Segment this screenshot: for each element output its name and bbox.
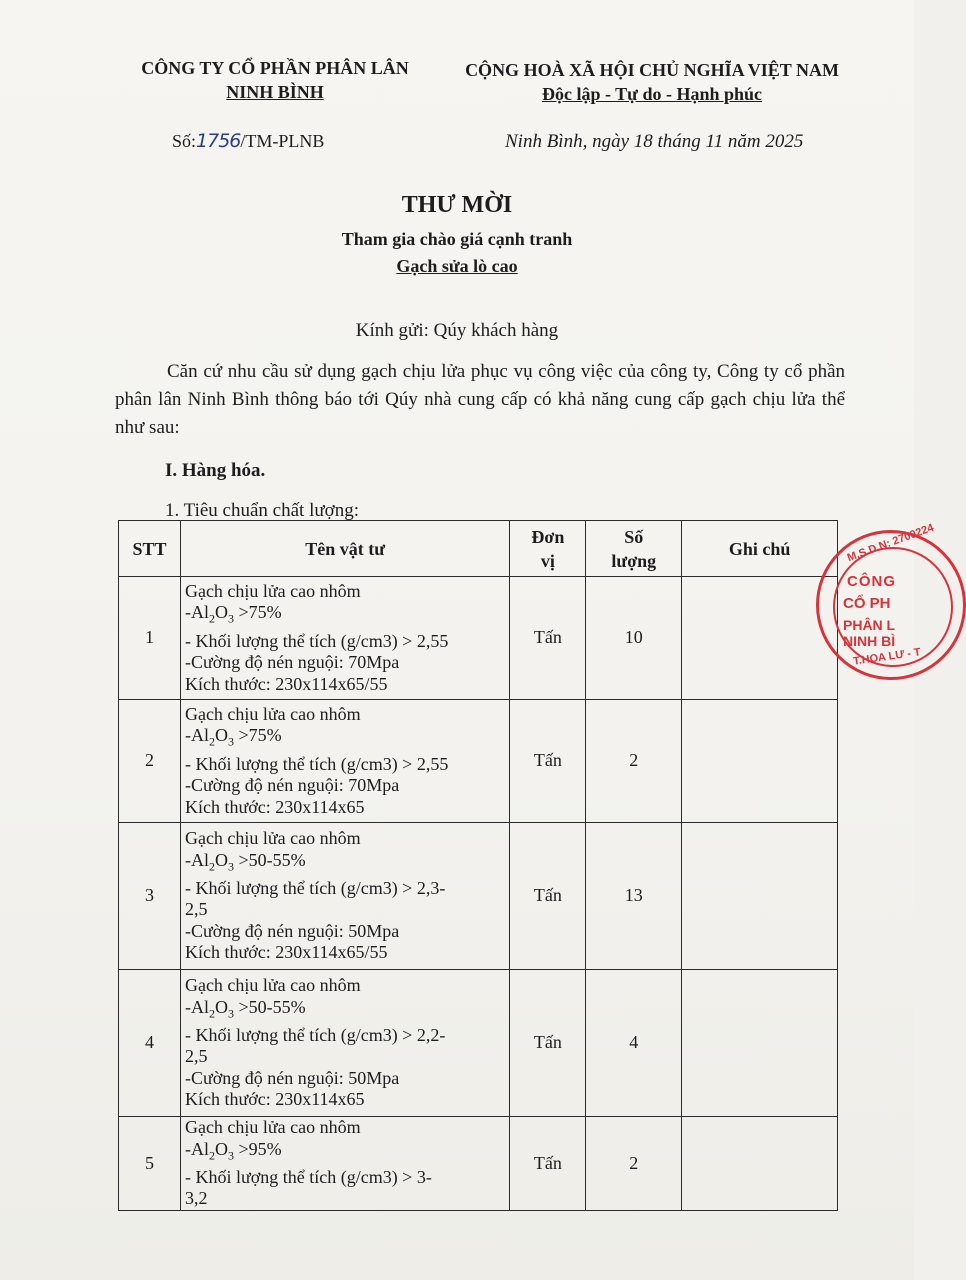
company-seal — [816, 521, 966, 680]
header-unit — [510, 521, 586, 577]
national-motto — [452, 58, 852, 106]
spec-line: $-Al_2O_3 >50-55\%$ — [184, 849, 306, 874]
doc-prefix: Số: — [172, 131, 197, 151]
cell-unit: Tấn — [510, 823, 586, 970]
spec-line: 2,5 — [184, 899, 208, 920]
cell-stt: 2 — [119, 700, 181, 823]
spec-line: -Cường độ nén nguội: 50Mpa — [184, 920, 400, 941]
cell-spec — [180, 1117, 510, 1211]
seal-line-3 — [843, 617, 895, 649]
greeting: Kính gửi: Qúy khách hàng — [355, 320, 559, 341]
cell-qty: 4 — [586, 970, 682, 1117]
header-qty-l1: Số — [624, 526, 644, 547]
cell-stt: 4 — [119, 970, 181, 1117]
spec-line: Gạch chịu lửa cao nhôm — [184, 1117, 361, 1137]
header-unit-l2: vị — [540, 550, 555, 571]
table-row — [119, 700, 838, 823]
spec-line: 3,2 — [184, 1188, 208, 1209]
seal-ring-bottom-text: T.HOA LƯ - T — [852, 646, 922, 668]
spec-line: Kích thước: 230x114x65/55 — [184, 673, 388, 694]
nation-line-1: CỘNG HOÀ XÃ HỘI CHỦ NGHĨA VIỆT NAM — [465, 60, 839, 80]
spec-line: Gạch chịu lửa cao nhôm — [184, 580, 361, 601]
header-name: Tên vật tư — [180, 521, 510, 577]
cell-spec — [180, 700, 510, 823]
seal-line-1: CÔNG — [847, 573, 896, 590]
spec-line: $-Al_2O_3 >75\%$ — [184, 725, 282, 750]
doc-suffix: /TM-PLNB — [240, 131, 325, 151]
cell-qty: 10 — [586, 577, 682, 700]
spec-line: Gạch chịu lửa cao nhôm — [184, 975, 361, 996]
cell-unit: Tấn — [510, 700, 586, 823]
spec-line: -Cường độ nén nguội: 50Mpa — [184, 1067, 400, 1088]
spec-line: 2,5 — [184, 1046, 208, 1067]
cell-stt: 5 — [119, 1117, 181, 1211]
spec-line: - Khối lượng thể tích (g/cm3) > 2,3- — [184, 877, 446, 898]
document-subtitle: Tham gia chào giá cạnh tranh — [341, 229, 573, 249]
subtitle-2-text: Gạch sửa lò cao — [396, 256, 518, 276]
spec-line: - Khối lượng thể tích (g/cm3) > 2,55 — [184, 630, 449, 651]
header-qty — [586, 521, 682, 577]
spec-line: $-Al_2O_3 >50-55\%$ — [184, 996, 306, 1021]
spec-line: Gạch chịu lửa cao nhôm — [184, 828, 361, 849]
seal-line-2: CỔ PH — [843, 595, 891, 612]
cell-qty: 2 — [586, 700, 682, 823]
subsection-title: 1. Tiêu chuẩn chất lượng: — [165, 500, 359, 521]
cell-spec — [180, 970, 510, 1117]
company-line-1: CÔNG TY CỔ PHẦN PHÂN LÂN — [141, 58, 409, 78]
cell-note — [682, 577, 838, 700]
document-subtitle-2 — [0, 256, 914, 277]
seal-line-4: NINH BÌ — [843, 633, 896, 649]
cell-unit: Tấn — [510, 1117, 586, 1211]
spec-line: -Cường độ nén nguội: 70Mpa — [184, 652, 400, 673]
table-row — [119, 577, 838, 700]
cell-note — [682, 1117, 838, 1211]
seal-line-3a: PHÂN L — [843, 617, 896, 633]
table-row — [119, 823, 838, 970]
cell-spec — [180, 823, 510, 970]
materials-table — [118, 520, 838, 1211]
section-title: I. Hàng hóa. — [165, 460, 266, 481]
intro-paragraph: Căn cứ nhu cầu sử dụng gạch chịu lửa phục vụ công việc của công ty, Công ty cổ phần phân lân Ninh Bình thông báo tới Qúy nhà cung cấp có khả năng cung cấp gạch chịu lửa thể như sau: — [115, 361, 845, 438]
spec-line: -Cường độ nén nguội: 70Mpa — [184, 775, 400, 796]
cell-qty: 2 — [586, 1117, 682, 1211]
header-stt: STT — [119, 521, 181, 577]
cell-note — [682, 823, 838, 970]
spec-line: - Khối lượng thể tích (g/cm3) > 2,2- — [184, 1024, 446, 1045]
header-unit-l1: Đơn — [531, 526, 565, 547]
doc-number-handwritten: 1756 — [196, 130, 241, 152]
spec-line: $-Al_2O_3 >95\%$ — [184, 1138, 282, 1163]
spec-line: - Khối lượng thể tích (g/cm3) > 2,55 — [184, 753, 449, 774]
header-note: Ghi chú — [682, 521, 838, 577]
spec-line: Kích thước: 230x114x65/55 — [184, 942, 388, 963]
place-date: Ninh Bình, ngày 18 tháng 11 năm 2025 — [505, 131, 804, 152]
company-line-2: NINH BÌNH — [226, 82, 324, 102]
spec-line: Kích thước: 230x114x65 — [184, 1089, 365, 1110]
cell-stt: 3 — [119, 823, 181, 970]
cell-note — [682, 970, 838, 1117]
table-row — [119, 1117, 838, 1211]
cell-note — [682, 700, 838, 823]
cell-qty: 13 — [586, 823, 682, 970]
spec-line: - Khối lượng thể tích (g/cm3) > 3- — [184, 1166, 432, 1187]
spec-line: $-Al_2O_3 >75\%$ — [184, 602, 282, 627]
table-row — [119, 970, 838, 1117]
spec-line: Gạch chịu lửa cao nhôm — [184, 703, 361, 724]
cell-unit: Tấn — [510, 970, 586, 1117]
header-qty-l2: lượng — [611, 550, 657, 571]
cell-unit: Tấn — [510, 577, 586, 700]
spec-line: Kích thước: 230x114x65 — [184, 796, 365, 817]
cell-spec — [180, 577, 510, 700]
seal-ring-top-text: M.S.D.N: 2700224 — [845, 521, 936, 565]
document-title: THƯ MỜI — [401, 192, 513, 218]
nation-line-2: Độc lập - Tự do - Hạnh phúc — [541, 84, 763, 104]
cell-stt: 1 — [119, 577, 181, 700]
company-name — [120, 56, 430, 104]
document-number — [172, 130, 324, 152]
table-header-row — [119, 521, 838, 577]
